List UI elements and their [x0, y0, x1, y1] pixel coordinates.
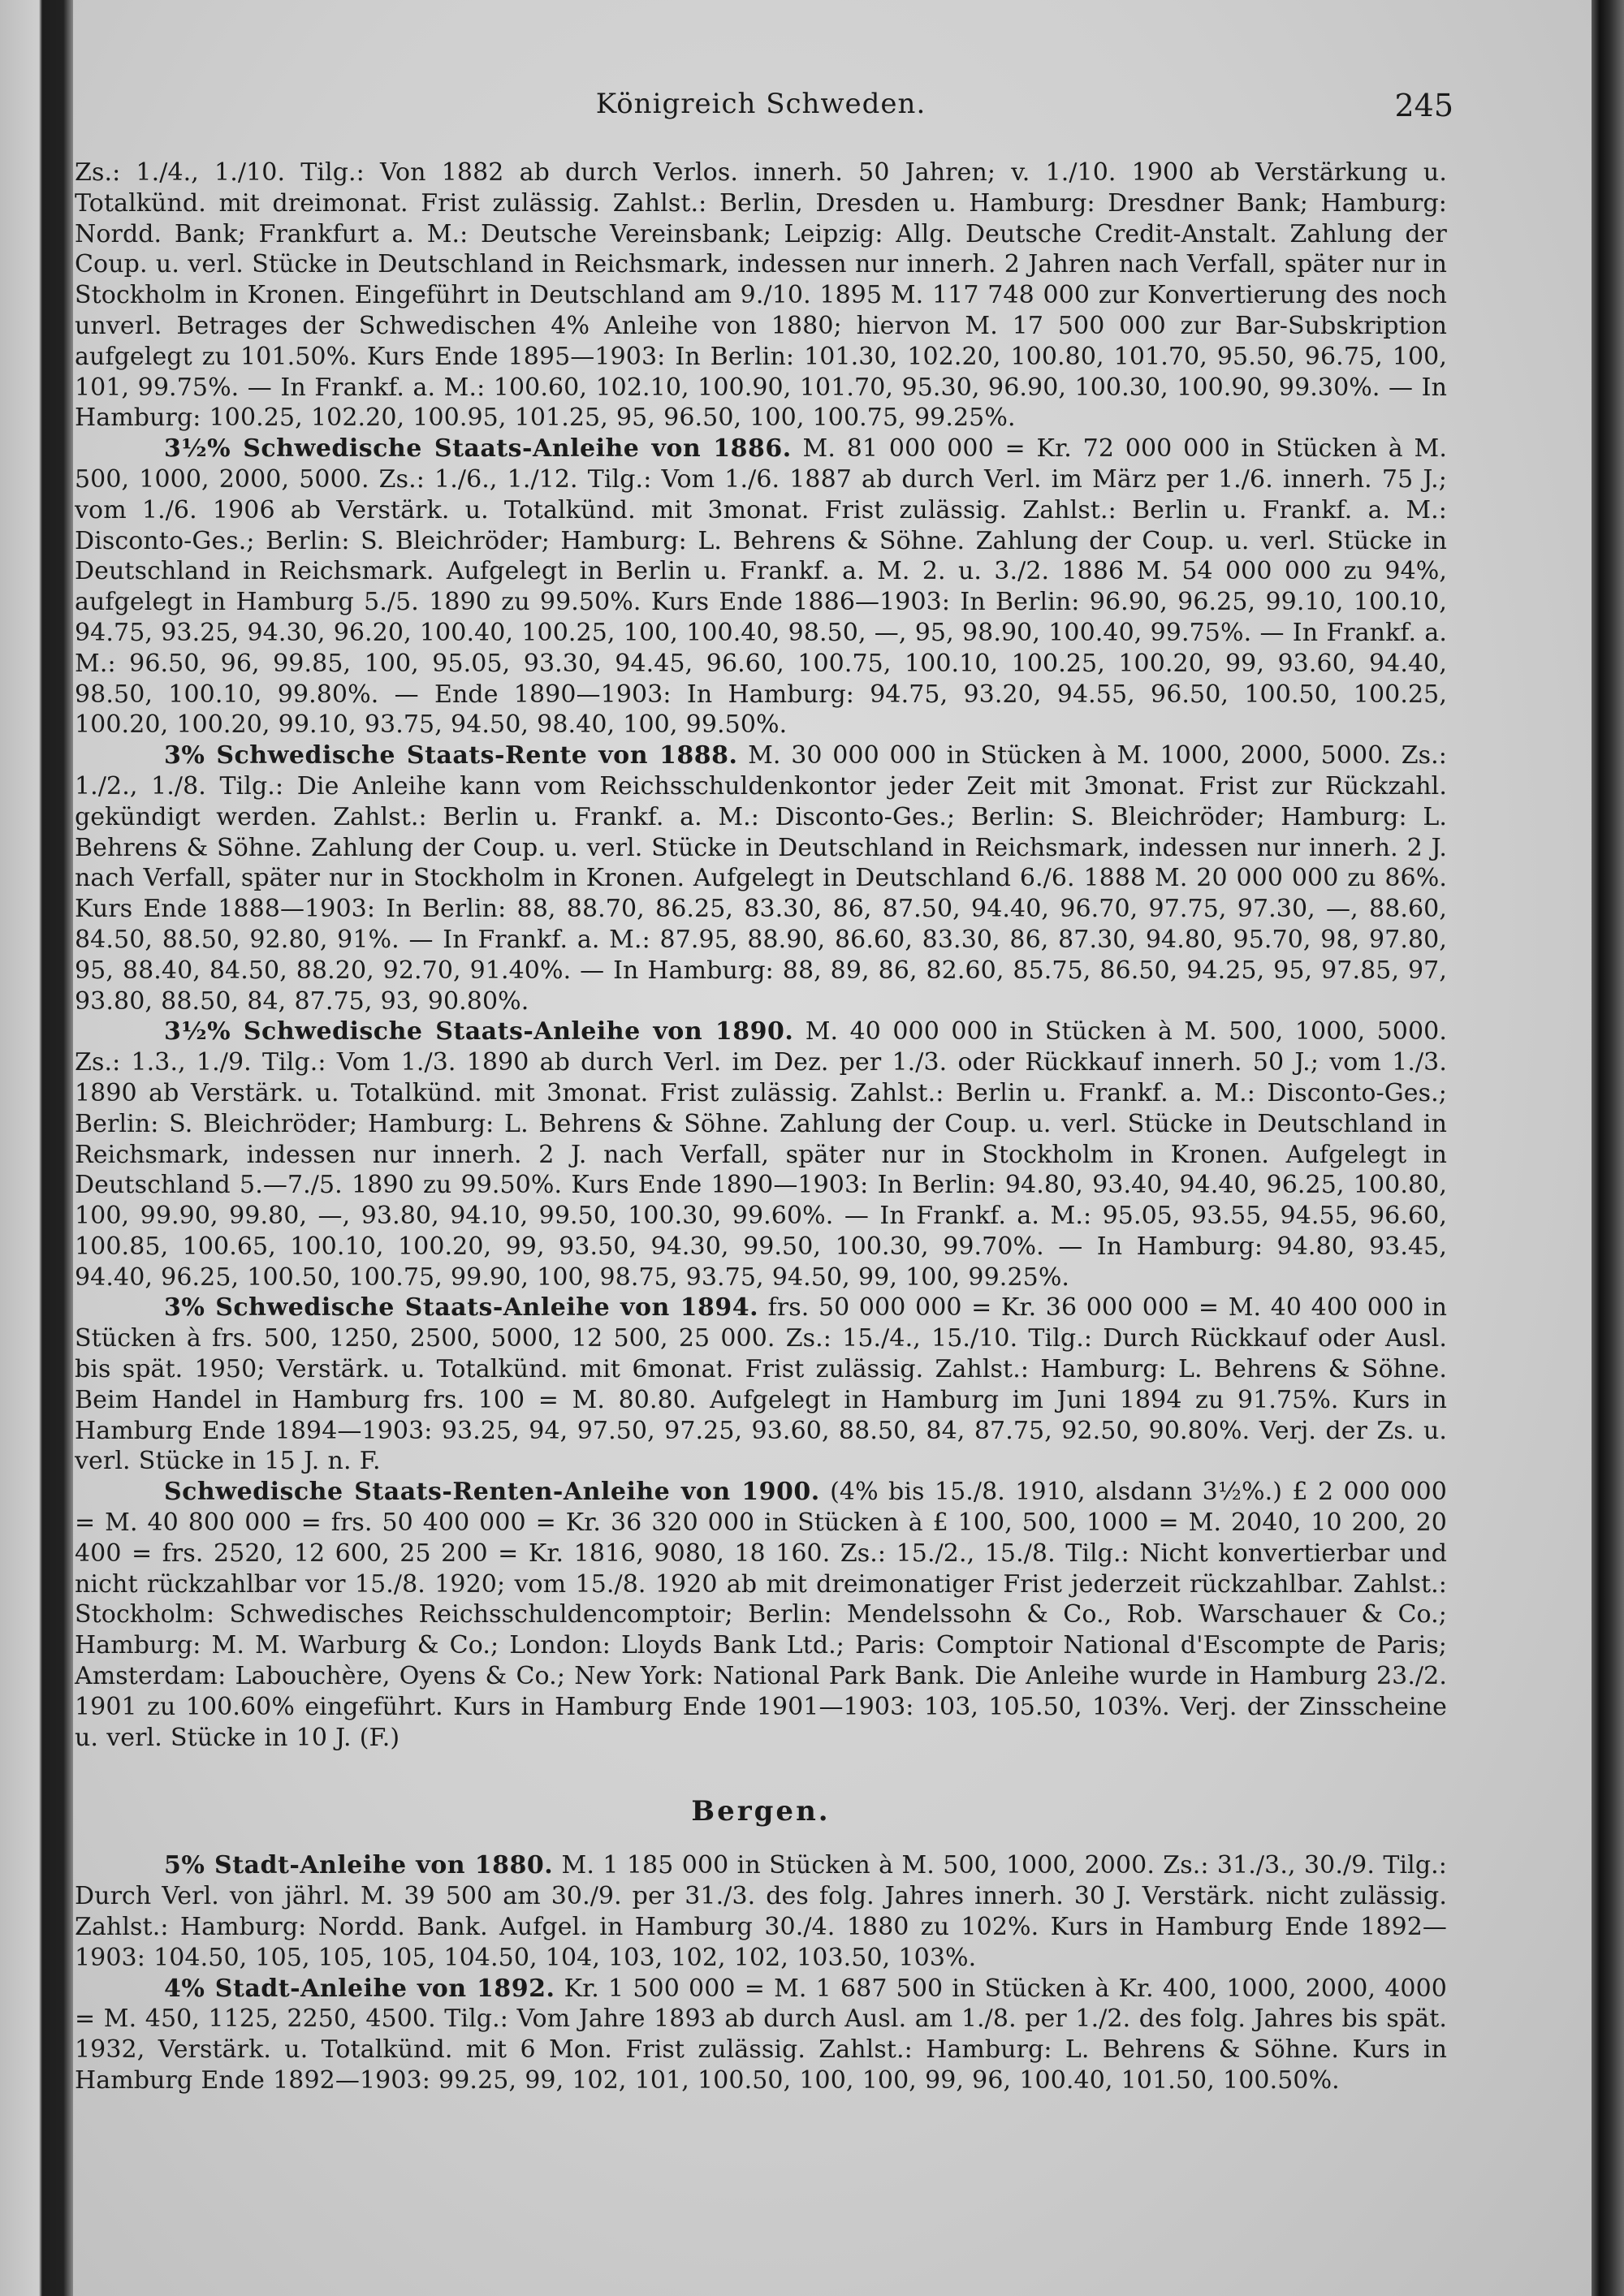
loan-text: Kr. 1 500 000 = M. 1 687 500 in Stücken à Kr. 400, 1000, 2000, 4000 = M. 450, 1125, 2250, 4500. Tilg.: Vom Jahre 1893 ab durch Ausl. am 1./8. per 1./2. des folg. Jahres bis spät. 1932, Verstärk. u. Totalkünd. mit 6 Mon. Frist zulässig. Zahlst.: Hamburg: L. Behrens & Söhne. Kurs in Hamburg Ende 1892—1903: 99.25, 99, 102, 101, 100.50, 100, 100, 99, 96, 100.40, 101.50, 100.50%.	[75, 1974, 1447, 2095]
loan-entry	[75, 1293, 1447, 1477]
loan-entry	[75, 1850, 1447, 1973]
section-title: Bergen.	[691, 1795, 831, 1828]
loan-title: 3½% Schwedische Staats-Anleihe von 1890.	[164, 1017, 794, 1047]
loan-title: Schwedische Staats-Renten-Anleihe von 1900.	[164, 1478, 820, 1507]
loan-entry	[75, 1974, 1447, 2096]
loan-entry	[75, 434, 1447, 740]
loan-text: M. 1 185 000 in Stücken à M. 500, 1000, 2000. Zs.: 31./3., 30./9. Tilg.: Durch Verl. von jährl. M. 39 500 am 30./9. per 31./3. des folg. Jahres innerh. 30 J. Verstärk. nicht zulässig. Zahlst.: Hamburg: Nordd. Bank. Aufgel. in Hamburg 30./4. 1880 zu 102%. Kurs in Hamburg Ende 1892—1903: 104.50, 105, 105, 105, 104.50, 104, 103, 102, 102, 103.50, 103%.	[75, 1851, 1447, 1972]
scan-left-edge	[0, 0, 73, 2296]
loan-text: M. 40 000 000 in Stücken à M. 500, 1000, 5000. Zs.: 1.3., 1./9. Tilg.: Vom 1./3. 1890 ab durch Verl. im Dez. per 1./3. oder Rückkauf innerh. 50 J.; vom 1./3. 1890 ab Verstärk. u. Totalkünd. mit 3monat. Frist zulässig. Zahlst.: Berlin u. Frankf. a. M.: Disconto-Ges.; Berlin: S. Bleichröder; Hamburg: L. Behrens & Söhne. Zahlung der Coup. u. verl. Stücke in Deutschland in Reichsmark, indessen nur innerh. 2 J. nach Verfall, später nur in Stockholm in Kronen. Aufgelegt in Deutschland 5.—7./5. 1890 zu 99.50%. Kurs Ende 1890—1903: In Berlin: 94.80, 93.40, 94.40, 96.25, 100.80, 100, 99.90, 99.80, —, 93.80, 94.10, 99.50, 100.30, 99.60%. — In Frankf. a. M.: 95.05, 93.55, 94.55, 96.60, 100.85, 100.65, 100.10, 100.20, 99, 93.50, 94.30, 99.50, 100.30, 99.70%. — In Hamburg: 94.80, 93.45, 94.40, 96.25, 100.50, 100.75, 99.90, 100, 98.75, 93.75, 94.50, 99, 100, 99.25%.	[75, 1017, 1448, 1292]
loan-entry	[75, 740, 1447, 1016]
loan-text: M. 30 000 000 in Stücken à M. 1000, 2000, 5000. Zs.: 1./2., 1./8. Tilg.: Die Anleihe kann vom Reichsschuldenkontor jeder Zeit mit 3monat. Frist zur Rückzahl. gekündigt werden. Zahlst.: Berlin u. Frankf. a. M.: Disconto-Ges.; Berlin: S. Bleichröder; Hamburg: L. Behrens & Söhne. Zahlung der Coup. u. verl. Stücke in Deutschland in Reichsmark, indessen nur innerh. 2 J. nach Verfall, später nur in Stockholm in Kronen. Aufgelegt in Deutschland 6./6. 1888 M. 20 000 000 zu 86%. Kurs Ende 1888—1903: In Berlin: 88, 88.70, 86.25, 83.30, 86, 87.50, 94.40, 96.70, 97.75, 97.30, —, 88.60, 84.50, 88.50, 92.80, 91%. — In Frankf. a. M.: 87.95, 88.90, 86.60, 83.30, 86, 87.30, 94.80, 95.70, 98, 97.80, 95, 88.40, 84.50, 88.20, 92.70, 91.40%. — In Hamburg: 88, 89, 86, 82.60, 85.75, 86.50, 94.25, 95, 97.85, 97, 93.80, 88.50, 84, 87.75, 93, 90.80%.	[75, 741, 1448, 1016]
loan-title: 3½% Schwedische Staats-Anleihe von 1886.	[164, 434, 792, 464]
scan-right-edge	[1592, 0, 1624, 2296]
loan-text: M. 81 000 000 = Kr. 72 000 000 in Stücken à M. 500, 1000, 2000, 5000. Zs.: 1./6., 1./12. Tilg.: Vom 1./6. 1887 ab durch Verl. im März per 1./6. innerh. 75 J.; vom 1./6. 1906 ab Verstärk. u. Totalkünd. mit 3monat. Frist zulässig. Zahlst.: Berlin u. Frankf. a. M.: Disconto-Ges.; Berlin: S. Bleichröder; Hamburg: L. Behrens & Söhne. Zahlung der Coup. u. verl. Stücke in Deutschland in Reichsmark. Aufgelegt in Berlin u. Frankf. a. M. 2. u. 3./2. 1886 M. 54 000 000 zu 94%, aufgelegt in Hamburg 5./5. 1890 zu 99.50%. Kurs Ende 1886—1903: In Berlin: 96.90, 96.25, 99.10, 100.10, 94.75, 93.25, 94.30, 96.20, 100.40, 100.25, 100, 100.40, 98.50, —, 95, 98.90, 100.40, 99.75%. — In Frankf. a. M.: 96.50, 96, 99.85, 100, 95.05, 93.30, 94.45, 96.60, 100.75, 100.10, 100.25, 100.20, 99, 93.60, 94.40, 98.50, 100.10, 99.80%. — Ende 1890—1903: In Hamburg: 94.75, 93.20, 94.55, 96.50, 100.50, 100.25, 100.20, 100.20, 99.10, 93.75, 94.50, 98.40, 100, 99.50%.	[75, 434, 1447, 740]
intro-paragraph: Zs.: 1./4., 1./10. Tilg.: Von 1882 ab durch Verlos. innerh. 50 Jahren; v. 1./10. 1900 ab Verstärkung u. Totalkünd. mit dreimonat. Frist zulässig. Zahlst.: Berlin, Dresden u. Hamburg: Dresdner Bank; Hamburg: Nordd. Bank; Frankfurt a. M.: Deutsche Vereinsbank; Leipzig: Allg. Deutsche Credit-Anstalt. Zahlung der Coup. u. verl. Stücke in Deutschland in Reichsmark, indessen nur innerh. 2 Jahren nach Verfall, später nur in Stockholm in Kronen. Eingeführt in Deutschland am 9./10. 1895 M. 117 748 000 zur Konvertierung des noch unverl. Betrages der Schwedischen 4% Anleihe von 1880; hiervon M. 17 500 000 zur Bar-Subskription aufgelegt zu 101.50%. Kurs Ende 1895—1903: In Berlin: 101.30, 102.20, 100.80, 101.70, 95.50, 96.75, 100, 101, 99.75%. — In Frankf. a. M.: 100.60, 102.10, 100.90, 101.70, 95.30, 96.90, 100.30, 100.90, 99.30%. — In Hamburg: 100.25, 102.20, 100.95, 101.25, 95, 96.50, 100, 100.75, 99.25%.	[75, 158, 1447, 433]
loan-entry	[75, 1477, 1447, 1753]
loan-title: 4% Stadt-Anleihe von 1892.	[164, 1974, 555, 2003]
loan-title: 3% Schwedische Staats-Anleihe von 1894.	[164, 1293, 759, 1323]
running-head-title: Königreich Schweden.	[595, 88, 926, 120]
page-number: 245	[1394, 88, 1453, 123]
loan-title: 3% Schwedische Staats-Rente von 1888.	[164, 741, 738, 770]
page-content	[75, 88, 1453, 2096]
loan-title: 5% Stadt-Anleihe von 1880.	[164, 1851, 554, 1880]
running-head	[75, 88, 1453, 158]
loan-entry	[75, 1016, 1447, 1293]
loan-text: frs. 50 000 000 = Kr. 36 000 000 = M. 40 400 000 in Stücken à frs. 500, 1250, 2500, 5000, 12 500, 25 000. Zs.: 15./4., 15./10. Tilg.: Durch Rückkauf oder Ausl. bis spät. 1950; Verstärk. u. Totalkünd. mit 6monat. Frist zulässig. Zahlst.: Hamburg: L. Behrens & Söhne. Beim Handel in Hamburg frs. 100 = M. 80.80. Aufgelegt in Hamburg im Juni 1894 zu 91.75%. Kurs in Hamburg Ende 1894—1903: 93.25, 94, 97.50, 97.25, 93.60, 88.50, 84, 87.75, 92.50, 90.80%. Verj. der Zs. u. verl. Stücke in 15 J. n. F.	[75, 1293, 1447, 1476]
loan-text: (4% bis 15./8. 1910, alsdann 3½%.) £ 2 000 000 = M. 40 800 000 = frs. 50 400 000 = Kr. 36 320 000 in Stücken à £ 100, 500, 1000 = M. 2040, 10 200, 20 400 = frs. 2520, 12 600, 25 200 = Kr. 1816, 9080, 18 160. Zs.: 15./2., 15./8. Tilg.: Nicht konvertierbar und nicht rückzahlbar vor 15./8. 1920; vom 15./8. 1920 ab mit dreimonatiger Frist jederzeit rückzahlbar. Zahlst.: Stockholm: Schwedisches Reichsschuldencomptoir; Berlin: Mendelssohn & Co., Rob. Warschauer & Co.; Hamburg: M. M. Warburg & Co.; London: Lloyds Bank Ltd.; Paris: Comptoir National d'Escompte de Paris; Amsterdam: Labouchère, Oyens & Co.; New York: National Park Bank. Die Anleihe wurde in Hamburg 23./2. 1901 zu 100.60% eingeführt. Kurs in Hamburg Ende 1901—1903: 103, 105.50, 103%. Verj. der Zinsscheine u. verl. Stücke in 10 J. (F.)	[75, 1478, 1447, 1752]
